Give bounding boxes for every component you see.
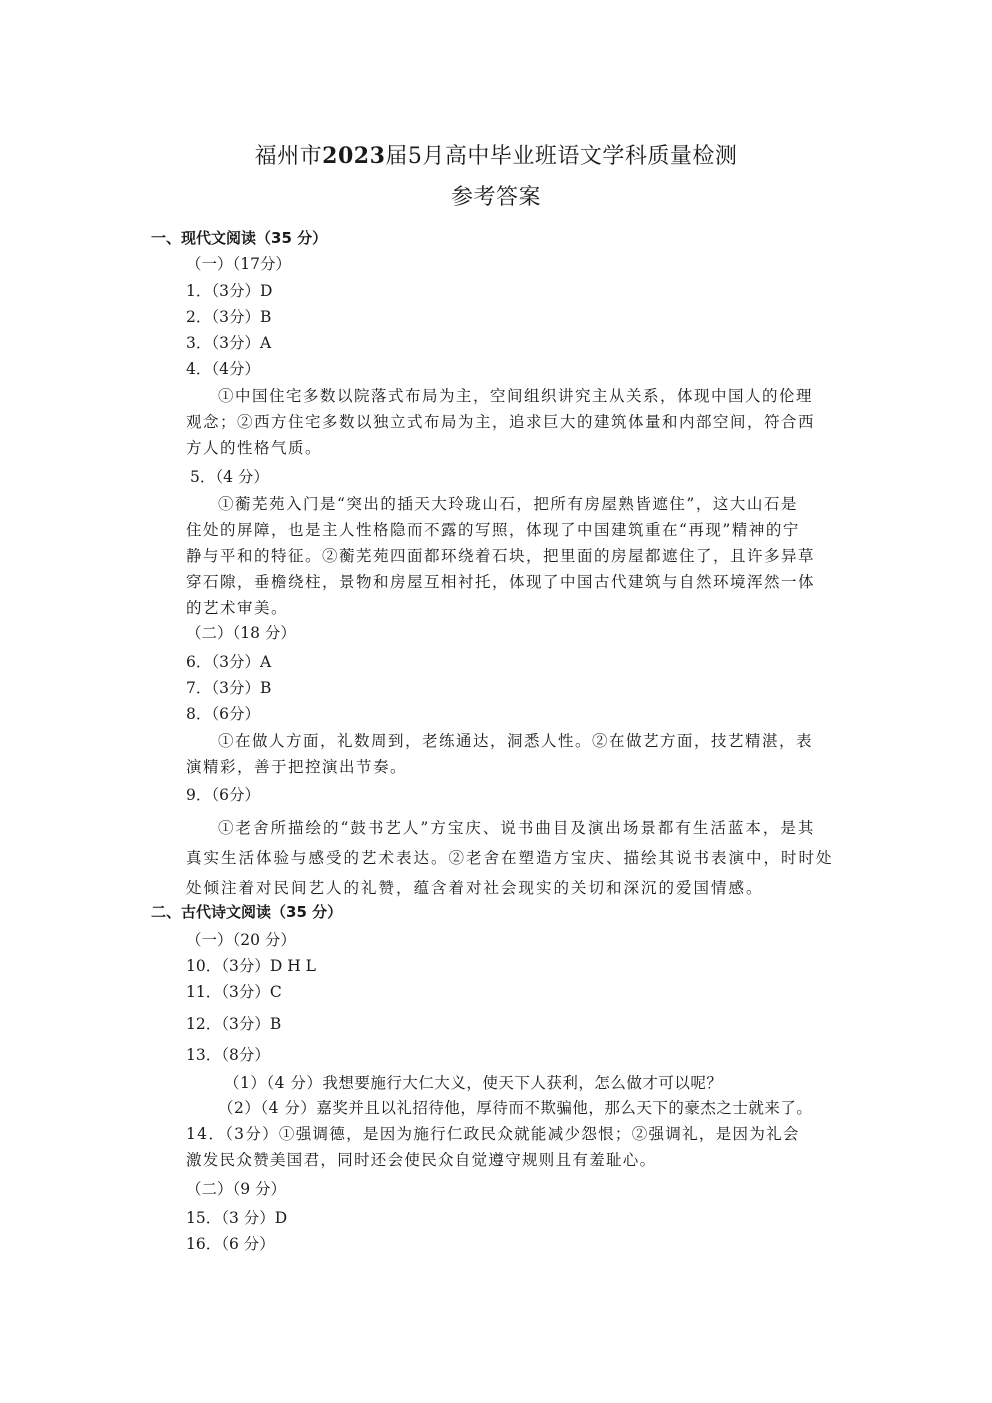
part-heading-1-2: （二）（18 分） (186, 624, 296, 642)
document-subtitle: 参考答案 (450, 185, 541, 210)
section-heading-classical-reading: 二、古代诗文阅读（35 分） (151, 903, 343, 921)
question-5-answer (186, 491, 815, 621)
title-suffix: 届5月高中毕业班语文学科质量检测 (385, 144, 738, 169)
question-16: 16．（6 分） (186, 1235, 275, 1253)
answer-line: 静与平和的特征。②蘅芜苑四面都环绕着石块，把里面的房屋都遮住了，且许多异草 (186, 547, 816, 565)
title-prefix: 福州市 (254, 144, 323, 169)
answer-line: 观念；②西方住宅多数以独立式布局为主，追求巨大的建筑体量和内部空间，符合西 (186, 413, 816, 431)
answer-line: 真实生活体验与感受的艺术表达。②老舍在塑造方宝庆、描绘其说书表演中，时时处 (186, 849, 834, 867)
answer-line: 穿石隙，垂檐绕柱，景物和房屋互相衬托，体现了中国古代建筑与自然环境浑然一体 (186, 573, 816, 591)
answer-line: 的艺术审美。 (186, 599, 289, 617)
document-title (0, 139, 992, 170)
answer-line: 方人的性格气质。 (186, 439, 323, 457)
answer-line: 激发民众赞美国君，同时还会使民众自觉遵守规则且有羞耻心。 (186, 1151, 657, 1169)
question-13-answer-1: （1）（4 分）我想要施行大仁大义，使天下人获利，怎么做才可以呢？ (224, 1074, 723, 1092)
answer-line: 演精彩，善于把控演出节奏。 (186, 758, 408, 776)
section-heading-modern-reading: 一、现代文阅读（35 分） (151, 229, 328, 247)
answer-line: 住处的屏障，也是主人性格隐而不露的写照，体现了中国建筑重在“再现”精神的宁 (186, 521, 800, 539)
answer-line: 14．（3分）①强调德，是因为施行仁政民众就能减少怨恨；②强调礼，是因为礼会 (186, 1125, 800, 1143)
answer-line: ①在做人方面，礼数周到，老练通达，洞悉人性。②在做艺方面，技艺精湛，表 (218, 732, 814, 750)
question-8-answer (186, 728, 813, 780)
question-4: 4．（4分） (186, 360, 260, 378)
question-4-answer (186, 383, 815, 461)
question-9: 9．（6分） (186, 786, 260, 804)
part-heading-2-2: （二）（9 分） (186, 1180, 287, 1198)
title-year: 2023 (322, 143, 386, 169)
question-11: 11．（3分）C (186, 983, 282, 1001)
question-12: 12．（3分）B (186, 1015, 282, 1033)
question-9-answer (186, 813, 834, 903)
question-2: 2．（3分）B (186, 308, 272, 326)
question-13-answer-2: （2）（4 分）嘉奖并且以礼招待他，厚待而不欺骗他，那么天下的豪杰之士就来了。 (218, 1099, 813, 1117)
question-14-answer (186, 1121, 800, 1173)
part-heading-2-1: （一）（20 分） (186, 931, 296, 949)
question-10: 10．（3分）D H L (186, 957, 316, 975)
answer-line: ①中国住宅多数以院落式布局为主，空间组织讲究主从关系，体现中国人的伦理 (218, 387, 814, 405)
question-13: 13．（8分） (186, 1046, 270, 1064)
question-7: 7．（3分）B (186, 679, 272, 697)
question-3: 3．（3分）A (186, 334, 272, 352)
answer-line: ①老舍所描绘的“鼓书艺人”方宝庆、说书曲目及演出场景都有生活蓝本，是其 (218, 819, 816, 837)
answer-line: ①蘅芜苑入门是“突出的插天大玲珑山石，把所有房屋熟皆遮住”，这大山石是 (218, 495, 798, 513)
question-6: 6．（3分）A (186, 653, 272, 671)
question-5: 5．（4 分） (190, 468, 269, 486)
question-1: 1．（3分）D (186, 282, 273, 300)
question-15: 15．（3 分）D (186, 1209, 288, 1227)
answer-line: 处倾注着对民间艺人的礼赞，蕴含着对社会现实的关切和深沉的爱国情感。 (186, 879, 764, 897)
question-8: 8．（6分） (186, 705, 260, 723)
part-heading-1-1: （一）（17分） (186, 255, 291, 273)
